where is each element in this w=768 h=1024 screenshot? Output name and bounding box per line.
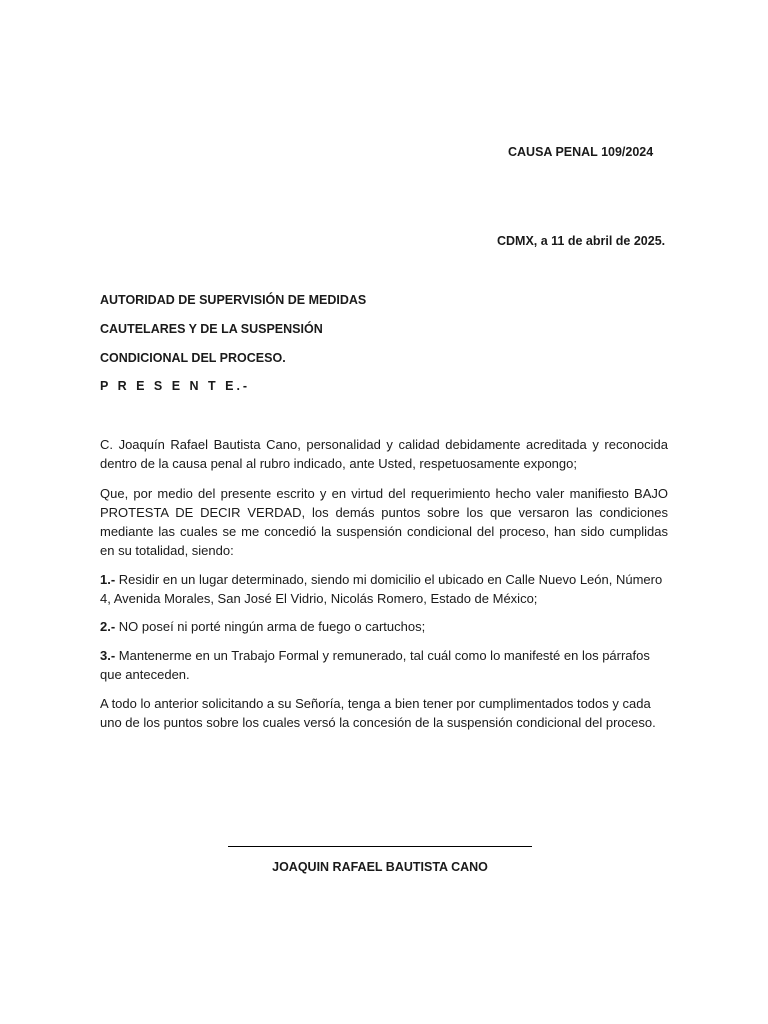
list-item-3-text: Mantenerme en un Trabajo Formal y remunerado, tal cuál como lo manifesté en los párrafos que anteceden. (100, 648, 650, 682)
list-item-1-number: 1.- (100, 572, 116, 587)
addressee-line-2: CAUTELARES Y DE LA SUSPENSIÓN (100, 322, 323, 336)
list-item-2-text: NO poseí ni porté ningún arma de fuego o cartuchos; (115, 619, 426, 634)
list-item-1 (100, 570, 668, 608)
list-item-3 (100, 646, 668, 684)
statement-paragraph: Que, por medio del presente escrito y en virtud del requerimiento hecho valer manifiesto BAJO PROTESTA DE DECIR VERDAD, los demás puntos sobre los que versaron las condiciones mediante las cuales se me concedió la suspensión condicional del proceso, han sido cumplidas en su totalidad, siendo: (100, 486, 668, 558)
signature-name: JOAQUIN RAFAEL BAUTISTA CANO (272, 860, 488, 874)
presente-line: P R E S E N T E.- (100, 379, 251, 393)
closing-paragraph: A todo lo anterior solicitando a su Señoría, tenga a bien tener por cumplimentados todos y cada uno de los puntos sobre los cuales versó la concesión de la suspensión condicional del proceso. (100, 696, 656, 730)
signature-line (228, 846, 532, 847)
case-number: CAUSA PENAL 109/2024 (508, 145, 654, 159)
list-item-3-number: 3.- (100, 648, 116, 663)
date-line: CDMX, a 11 de abril de 2025. (497, 234, 666, 248)
list-item-2 (100, 617, 668, 636)
intro-paragraph: C. Joaquín Rafael Bautista Cano, personalidad y calidad debidamente acreditada y reconocida dentro de la causa penal al rubro indicado, ante Usted, respetuosamente expongo; (100, 437, 668, 471)
addressee-line-3: CONDICIONAL DEL PROCESO. (100, 351, 286, 365)
addressee-line-1: AUTORIDAD DE SUPERVISIÓN DE MEDIDAS (100, 293, 367, 307)
list-item-2-number: 2.- (100, 619, 116, 634)
list-item-1-text: Residir en un lugar determinado, siendo mi domicilio el ubicado en Calle Nuevo León, Número 4, Avenida Morales, San José El Vidrio, Nicolás Romero, Estado de México; (100, 572, 663, 606)
